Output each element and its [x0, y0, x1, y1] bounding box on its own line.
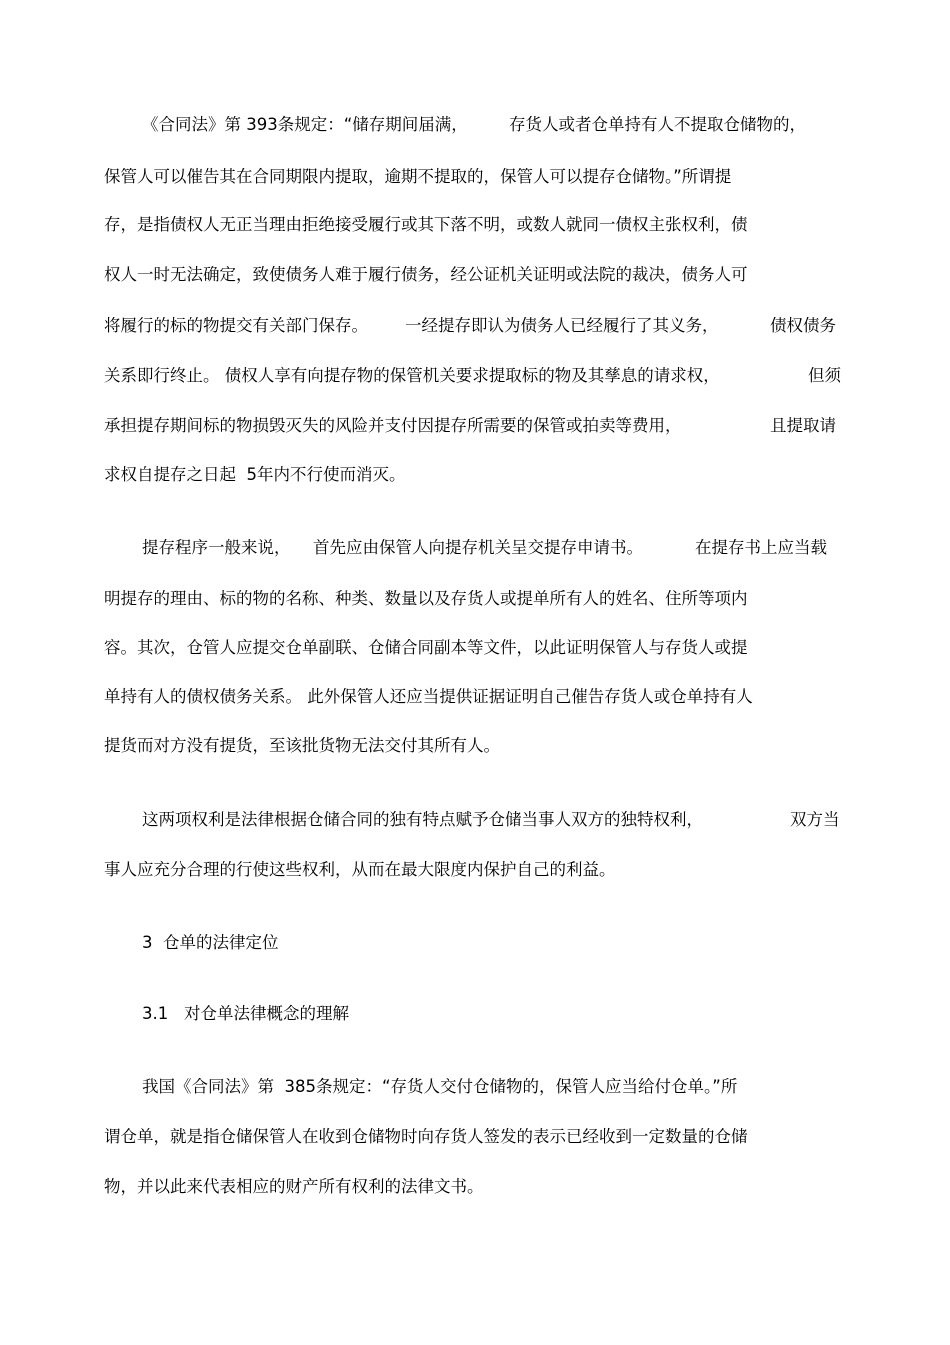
text-segment: 权人一时无法确定，致使债务人难于履行债务，经公证机关证明或法院的裁决，债务人可 — [104, 265, 748, 284]
text-line — [0, 110, 950, 140]
text-segment: 关系即行终止。 债权人享有向提存物的保管机关要求提取标的物及其孳息的请求权， — [104, 366, 720, 385]
text-segment: 单持有人的债权债务关系。 此外保管人还应当提供证据证明自己催告存货人或仓单持有人 — [104, 687, 753, 706]
text-segment: 债权债务 — [770, 316, 836, 335]
text-line — [0, 533, 950, 563]
text-segment: 事人应充分合理的行使这些权利，从而在最大限度内保护自己的利益。 — [104, 860, 616, 879]
section-heading — [0, 928, 950, 958]
text-segment: 保管人可以催告其在合同期限内提取，逾期不提取的，保管人可以提存仓储物。”所谓提 — [104, 167, 732, 186]
text-line — [0, 311, 950, 341]
text-segment: 承担提存期间标的物损毁灭失的风险并支付因提存所需要的保管或拍卖等费用， — [104, 416, 682, 435]
text-segment: 提存程序一般来说， — [142, 538, 291, 557]
text-line — [0, 361, 950, 391]
text-segment: 《合同法》第 393条规定：“储存期间届满， — [142, 115, 468, 134]
text-line — [0, 731, 950, 761]
text-segment: 一经提存即认为债务人已经履行了其义务， — [405, 316, 719, 335]
text-line — [0, 1072, 950, 1102]
text-segment: 我国《合同法》第 385条规定：“存货人交付仓储物的，保管人应当给付仓单。”所 — [142, 1077, 738, 1096]
text-segment: 首先应由保管人向提存机关呈交提存申请书。 — [313, 538, 643, 557]
text-segment: 双方当 — [790, 810, 840, 829]
text-segment: 且提取请 — [770, 416, 836, 435]
text-segment: 3.1 对仓单法律概念的理解 — [142, 1004, 349, 1023]
text-line — [0, 162, 950, 192]
text-segment: 谓仓单，就是指仓储保管人在收到仓储物时向存货人签发的表示已经收到一定数量的仓储 — [104, 1127, 748, 1146]
text-segment: 提货而对方没有提货，至该批货物无法交付其所有人。 — [104, 736, 500, 755]
text-segment: 物，并以此来代表相应的财产所有权利的法律文书。 — [104, 1177, 484, 1196]
text-line — [0, 1122, 950, 1152]
text-segment: 在提存书上应当载 — [695, 538, 827, 557]
text-line — [0, 460, 950, 490]
text-line — [0, 411, 950, 441]
text-line — [0, 855, 950, 885]
text-line — [0, 1172, 950, 1202]
text-line — [0, 210, 950, 240]
text-segment: 但须 — [808, 366, 841, 385]
text-segment: 明提存的理由、标的物的名称、种类、数量以及存货人或提单所有人的姓名、住所等项内 — [104, 589, 748, 608]
text-line — [0, 260, 950, 290]
text-line — [0, 805, 950, 835]
text-segment: 求权自提存之日起 5年内不行使而消灭。 — [104, 465, 406, 484]
subsection-heading — [0, 999, 950, 1029]
text-line — [0, 633, 950, 663]
text-segment: 存，是指债权人无正当理由拒绝接受履行或其下落不明，或数人就同一债权主张权利，债 — [104, 215, 748, 234]
text-line — [0, 584, 950, 614]
text-segment: 存货人或者仓单持有人不提取仓储物的， — [509, 115, 806, 134]
text-segment: 容。其次，仓管人应提交仓单副联、仓储合同副本等文件，以此证明保管人与存货人或提 — [104, 638, 748, 657]
text-segment: 这两项权利是法律根据仓储合同的独有特点赋予仓储当事人双方的独特权利， — [142, 810, 703, 829]
text-line — [0, 682, 950, 712]
text-segment: 将履行的标的物提交有关部门保存。 — [104, 316, 368, 335]
text-segment: 3 仓单的法律定位 — [142, 933, 279, 952]
